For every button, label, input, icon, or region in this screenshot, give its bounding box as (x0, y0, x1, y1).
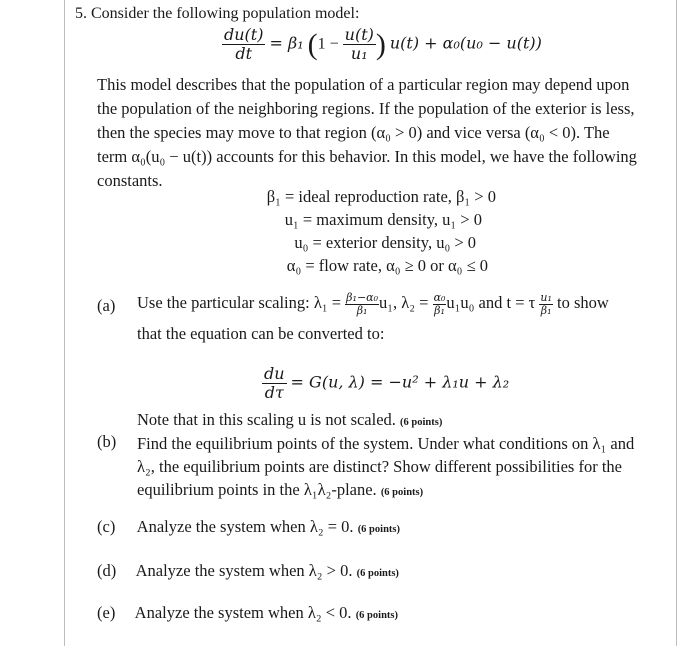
part-d-text: Analyze the system when λ₂ > 0. (135, 561, 353, 580)
inner-fraction (343, 26, 376, 64)
part-a-mid: u₁, λ₂ = (379, 292, 429, 312)
inner-denominator: u₁ (350, 44, 368, 64)
part-a-mid2: u₁u₀ and t = τ (446, 292, 536, 312)
constant-beta1: β₁ = ideal reproduction rate, β₁ > 0 (266, 187, 496, 206)
part-e-text: Analyze the system when λ₂ < 0. (134, 603, 352, 622)
part-b-line: λ₂, the equilibrium points are distinct? Show different possibilities for the (137, 457, 622, 476)
constant-u0: u₀ = exterior density, u₀ > 0 (294, 233, 476, 252)
part-b-line-last (137, 478, 634, 504)
part-c-text: Analyze the system when λ₂ = 0. (136, 517, 354, 536)
time-num: u₁ (540, 291, 552, 304)
note-text: Note that in this scaling u is not scaled. (137, 410, 396, 429)
right-margin-line (676, 0, 677, 646)
part-b-line: Find the equilibrium points of the system. Under what conditions on λ₁ and (137, 434, 635, 453)
part-e-label: (e) (97, 603, 116, 622)
part-b-text (137, 432, 634, 504)
paragraph-line: the population of the neighboring regions. If the population of the exterior is less, (97, 99, 635, 118)
one-minus: 1 − (317, 35, 339, 53)
part-a-prefix: Use the particular scaling: λ₁ = (137, 292, 342, 312)
equation-tail: u(t) + α₀(u₀ − u(t)) (389, 33, 542, 53)
time-den: β₁ (540, 303, 552, 317)
equals-beta: = β₁ (269, 33, 304, 53)
lambda1-num: β₁−α₀ (346, 291, 378, 304)
scaled-lhs (262, 365, 287, 403)
lhs-denominator: dt (235, 44, 253, 64)
part-c (97, 517, 400, 537)
scaled-equation (262, 365, 509, 403)
part-e-points: (6 points) (355, 610, 398, 621)
lambda1-den: β₁ (356, 303, 368, 317)
inner-numerator: u(t) (344, 25, 374, 44)
part-a-suffix: to show (557, 292, 609, 312)
lambda2-num: α₀ (433, 291, 446, 304)
part-c-points: (6 points) (357, 524, 400, 535)
part-b-label: (b) (97, 432, 117, 451)
scaled-num: du (264, 364, 285, 383)
part-a-label: (a) (97, 296, 116, 315)
constant-u1: u₁ = maximum density, u₁ > 0 (284, 210, 482, 229)
paragraph-line: term α₀(u₀ − u(t)) accounts for this behavior. In this model, we have the following (97, 147, 637, 166)
part-c-label: (c) (97, 517, 116, 536)
description-paragraph (97, 73, 637, 193)
part-a-note (137, 410, 442, 430)
lambda2-fraction (433, 292, 447, 316)
part-b-points: (6 points) (380, 487, 424, 498)
lhs-fraction (222, 26, 265, 64)
paragraph-line: then the species may move to that region (α₀ > 0) and vice versa (α₀ < 0). The (97, 123, 610, 142)
constants-list (246, 185, 496, 277)
open-paren: ( (307, 27, 318, 61)
part-a-line1 (137, 292, 609, 316)
lambda1-fraction (345, 292, 379, 316)
problem-number: 5. (75, 5, 87, 22)
time-fraction (539, 292, 553, 316)
left-margin-line (64, 0, 65, 646)
part-e (97, 603, 398, 623)
part-d (97, 561, 399, 581)
constant-alpha0: α₀ = flow rate, α₀ ≥ 0 or α₀ ≤ 0 (286, 256, 488, 275)
problem-header (75, 5, 359, 23)
close-paren: ) (375, 27, 386, 61)
scaled-den: dτ (264, 383, 284, 403)
part-d-label: (d) (97, 561, 117, 580)
lambda2-den: β₁ (434, 303, 445, 317)
paragraph-line: constants. (97, 171, 163, 190)
part-d-points: (6 points) (356, 568, 399, 579)
paragraph-line: This model describes that the population of a particular region may depend upon (97, 75, 630, 94)
main-equation (222, 26, 542, 64)
part-a-line2: that the equation can be converted to: (137, 324, 385, 343)
problem-intro: Consider the following population model: (91, 5, 360, 22)
lhs-numerator: du(t) (224, 25, 264, 44)
part-b-line3: equilibrium points in the λ₁λ₂-plane. (137, 480, 377, 499)
scaled-rhs: = G(u, λ) = −u² + λ₁u + λ₂ (290, 372, 510, 392)
part-a-points: (6 points) (400, 417, 443, 428)
